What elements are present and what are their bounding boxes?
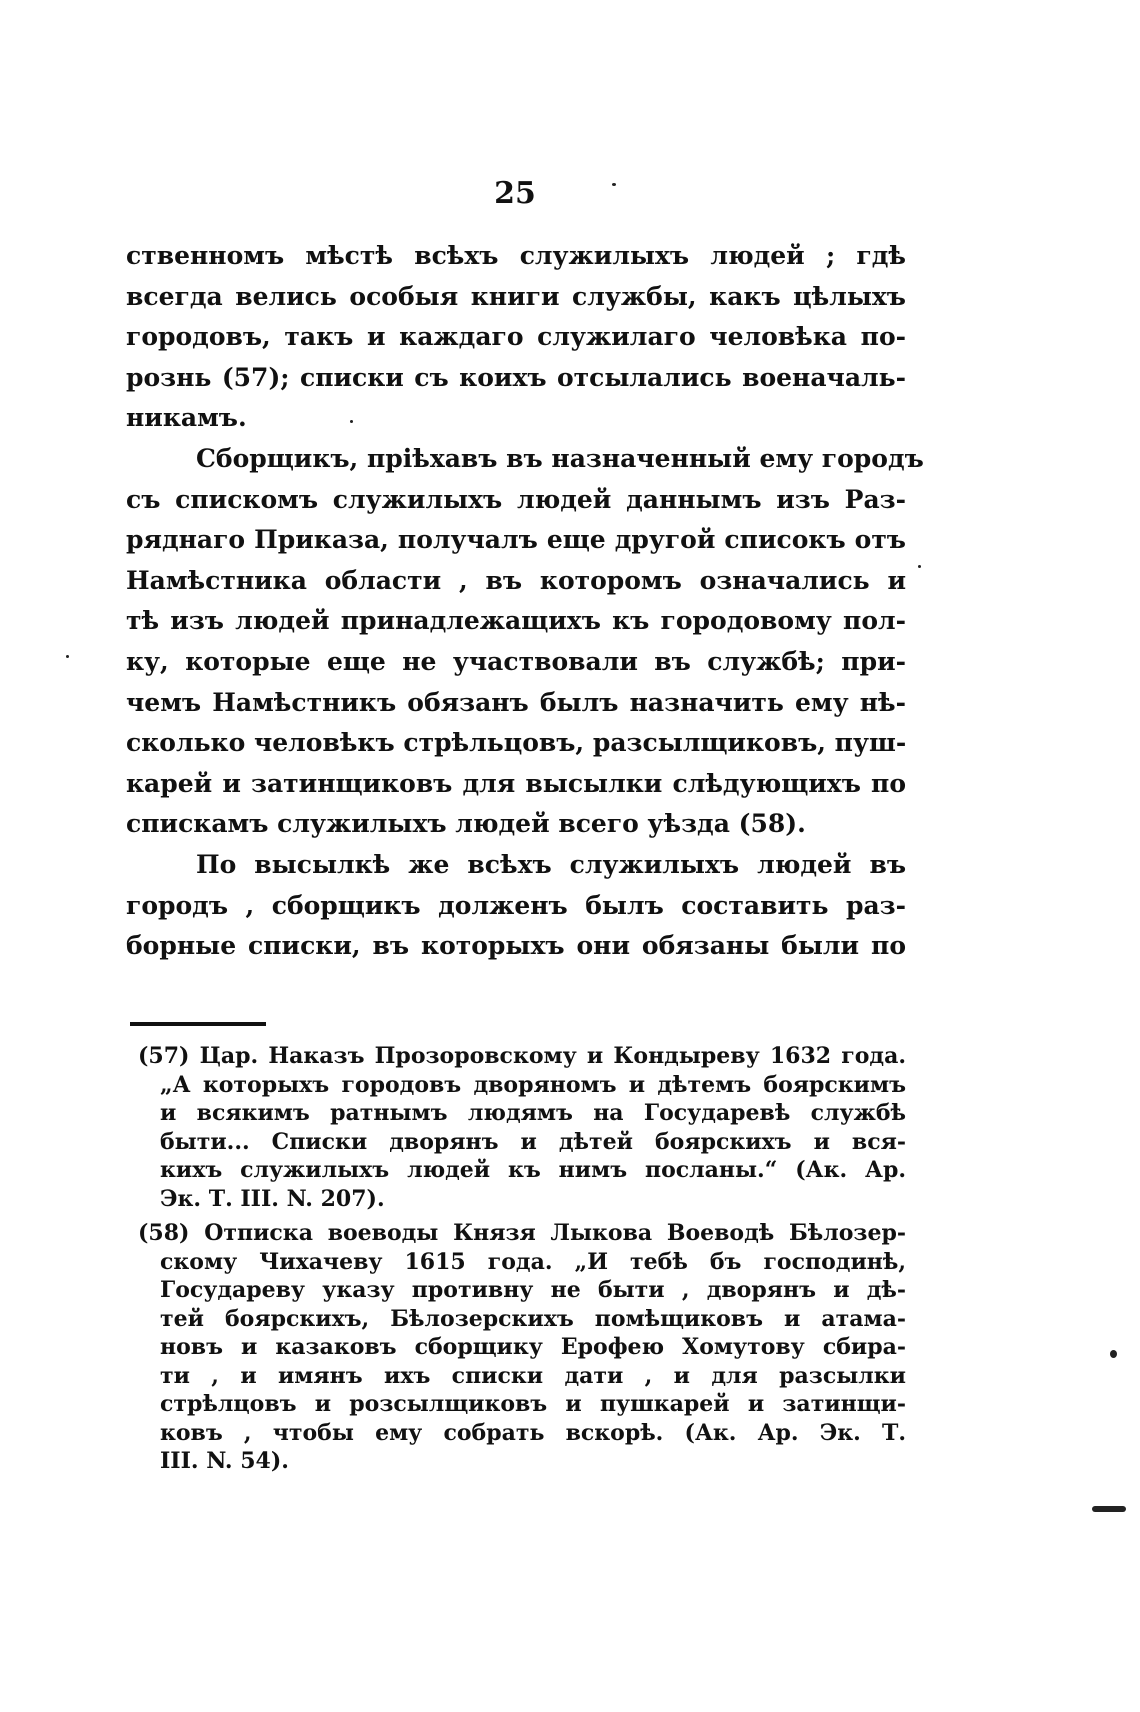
body-line: По высылкѣ же всѣхъ служилыхъ людей въ	[196, 849, 906, 879]
body-line: спискамъ служилыхъ людей всего уѣзда (58).	[126, 809, 806, 839]
footnotes	[138, 1042, 906, 1482]
body-line: всегда велись особыя книги службы, какъ цѣлыхъ	[126, 281, 906, 311]
body-line: Сборщикъ, пріѣхавъ въ назначенный ему городъ	[196, 443, 924, 473]
body-line: Намѣстника области , въ которомъ означались и	[126, 565, 906, 595]
page-number: 25	[494, 176, 536, 211]
body-line: тѣ изъ людей принадлежащихъ къ городовому пол-	[126, 606, 906, 636]
footnote-57	[138, 1042, 906, 1213]
body-line: сколько человѣкъ стрѣльцовъ, разсылщиковъ, пуш-	[126, 728, 907, 758]
scan-speck	[66, 655, 69, 658]
footnote-line: Эк. Т. III. N. 207).	[160, 1185, 385, 1212]
footnote-line: ковъ , чтобы ему собрать вскорѣ. (Ак. Ар. Эк. Т.	[160, 1419, 906, 1446]
body-line: борные списки, въ которыхъ они обязаны были по	[126, 931, 906, 961]
footnote-line: ти , и имянъ ихъ списки дати , и для разсылки	[160, 1362, 906, 1389]
footnote-line: тей боярскихъ, Бѣлозерскихъ помѣщиковъ и атама-	[160, 1305, 906, 1332]
footnote-line: III. N. 54).	[160, 1448, 289, 1474]
footnote-line: скому Чихачеву 1615 года. „И тебѣ бъ господинѣ,	[160, 1248, 906, 1275]
body-line: ку, которые еще не участвовали въ службѣ; при-	[126, 646, 906, 676]
footnote-line: и всякимъ ратнымъ людямъ на Государевѣ службѣ	[160, 1100, 906, 1126]
footnote-line: „А которыхъ городовъ дворяномъ и дѣтемъ боярскимъ	[160, 1071, 906, 1098]
footnote-line: стрѣлцовъ и розсылщиковъ и пушкарей и затинщи-	[160, 1391, 906, 1417]
footnote-line: (58) Отписка воеводы Князя Лыкова Воеводѣ Бѣлозер-	[138, 1220, 906, 1246]
scan-speck	[350, 420, 353, 423]
body-line: городъ , сборщикъ долженъ былъ составить раз-	[126, 890, 906, 920]
scan-speck	[1092, 1506, 1126, 1512]
footnote-line: Государеву указу противну не быти , дворянъ и дѣ-	[160, 1277, 906, 1303]
body-line: чемъ Намѣстникъ обязанъ былъ назначить ему нѣ-	[126, 687, 906, 717]
footnote-line: новъ и казаковъ сборщику Ерофею Хомутову сбира-	[160, 1334, 906, 1360]
footnote-separator	[130, 1022, 266, 1026]
footnote-line: быти... Списки дворянъ и дѣтей боярскихъ и вся-	[160, 1128, 906, 1155]
footnote-line: кихъ служилыхъ людей къ нимъ посланы.“ (Ак. Ар.	[160, 1157, 906, 1183]
body-line: съ спискомъ служилыхъ людей даннымъ изъ Раз-	[126, 484, 906, 514]
body-line: никамъ.	[126, 403, 247, 433]
body-text	[126, 236, 924, 967]
body-line: рознь (57); списки съ коихъ отсылались военачаль-	[126, 362, 906, 392]
body-line: карей и затинщиковъ для высылки слѣдующихъ по	[126, 768, 906, 798]
body-line: городовъ, такъ и каждаго служилаго человѣка по-	[126, 322, 906, 352]
scan-speck	[612, 183, 616, 186]
body-line: ряднаго Приказа, получалъ еще другой списокъ отъ	[126, 525, 906, 555]
body-line: ственномъ мѣстѣ всѣхъ служилыхъ людей ; гдѣ	[126, 241, 906, 270]
scan-speck	[1110, 1350, 1117, 1358]
scan-speck	[918, 565, 921, 568]
footnote-58	[138, 1219, 906, 1476]
footnote-line: (57) Цар. Наказъ Прозоровскому и Кондыреву 1632 года.	[138, 1043, 906, 1069]
